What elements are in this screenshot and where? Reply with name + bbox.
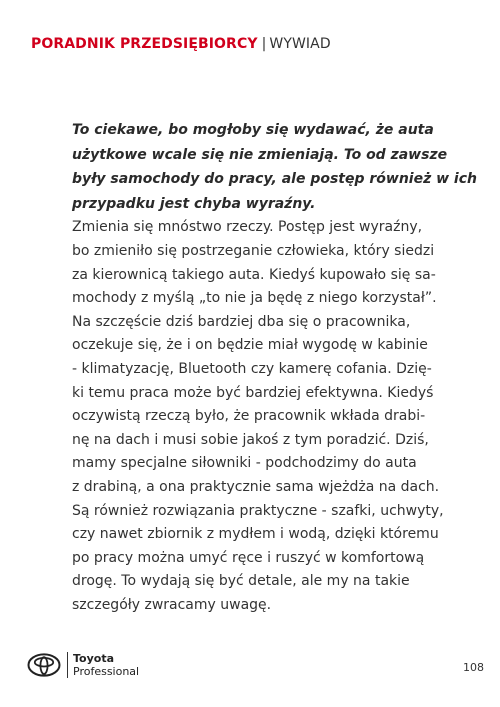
brand-logo <box>27 652 139 678</box>
answer-line: Na szczęście dziś bardziej dba się o pracownika, <box>72 313 411 330</box>
page-header <box>31 36 331 52</box>
answer-line: szczegóły zwracamy uwagę. <box>72 596 272 613</box>
answer-line: oczekuje się, że i on będzie miał wygodę w kabinie <box>72 337 428 354</box>
subsection-title: WYWIAD <box>269 36 331 52</box>
interview-answer <box>72 216 472 617</box>
answer-line: czy nawet zbiornik z mydłem i wodą, dzięki któremu <box>72 526 439 543</box>
answer-line: drogę. To wydają się być detale, ale my na takie <box>72 573 410 590</box>
answer-line: Zmienia się mnóstwo rzeczy. Postęp jest wyraźny, <box>72 219 423 236</box>
answer-line: za kierownicą takiego auta. Kiedyś kupowało się sa- <box>72 266 436 283</box>
section-title: PORADNIK PRZEDSIĘBIORCY <box>31 36 258 52</box>
header-separator: | <box>261 36 267 52</box>
answer-line: oczywistą rzeczą było, że pracownik wkłada drabi- <box>72 408 426 425</box>
brand-text <box>73 652 139 678</box>
answer-line: bo zmieniło się postrzeganie człowieka, który siedzi <box>72 242 435 259</box>
question-line: To ciekawe, bo mogłoby się wydawać, że auta <box>72 122 434 138</box>
answer-line: ki temu praca może być bardziej efektywna. Kiedyś <box>72 384 434 401</box>
toyota-emblem-icon <box>27 653 61 677</box>
question-line: użytkowe wcale się nie zmieniają. To od zawsze <box>72 146 448 163</box>
answer-line: z drabiną, a ona praktycznie sama wjeżdża na dach. <box>72 478 440 495</box>
answer-line: - klimatyzację, Bluetooth czy kamerę cofania. Dzię- <box>72 360 432 377</box>
article-body <box>72 118 477 617</box>
answer-line: nę na dach i musi sobie jakoś z tym poradzić. Dziś, <box>72 431 429 448</box>
question-line: przypadku jest chyba wyraźny. <box>72 195 316 212</box>
page-number: 108 <box>463 661 484 674</box>
answer-line: mamy specjalne siłowniki - podchodzimy do auta <box>72 455 417 472</box>
brand-divider <box>67 652 68 678</box>
question-line: były samochody do pracy, ale postęp również w ich <box>72 171 477 188</box>
brand-subtitle: Professional <box>73 665 140 678</box>
interview-question <box>72 118 477 216</box>
answer-line: mochody z myślą „to nie ja będę z niego korzystał”. <box>72 290 437 307</box>
brand-name: Toyota <box>73 652 115 665</box>
answer-line: Są również rozwiązania praktyczne - szafki, uchwyty, <box>72 502 444 519</box>
answer-line: po pracy można umyć ręce i ruszyć w komfortową <box>72 549 425 566</box>
